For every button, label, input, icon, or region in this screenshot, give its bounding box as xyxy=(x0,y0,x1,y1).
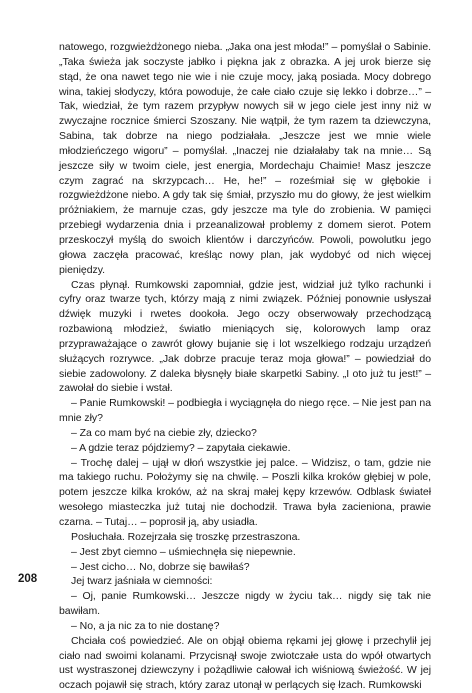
paragraph: – Za co mam być na ciebie zły, dziecko? xyxy=(71,426,257,439)
paragraph: – Jest zbyt ciemno – uśmiechnęła się niepewnie. xyxy=(71,545,296,558)
paragraph: – Trochę dalej – ujął w dłoń wszystkie jej palce. – Widzisz, o tam, gdzie nie ma takiego ruchu. Położymy się na chwilę. – Poszli kilka kroków głębiej w pole, potem jeszcze kilka kroków, aż na skraj małej kępy krzewów. Odblask świateł wesołego miasteczka już tutaj nie dochodził. Trawa była zacieniona, prawie czarna. – Tutaj… – poprosił ją, aby usiadła. xyxy=(59,456,431,528)
paragraph: Czas płynął. Rumkowski zapomniał, gdzie jest, widział już tylko rachunki i cyfry oraz twarze tych, którzy mają z nimi związek. Później ponownie usłyszał dźwięk muzyki i rwetes dookoła. Jego oczy obserwowały przechodzącą rozbawioną młodzież, światło mieniących się, kolorowych lamp oraz przypraważające o zawrót głowy bujanie się i lot wszelkiego rodzaju urządzeń służących rozrywce. „Jak dobrze pracuje teraz moja głowa!” – powiedział do siebie zadowolony. Z daleka błysnęły białe skarpetki Sabiny. „I oto już tu jest!” – zawołał do siebie i wstał. xyxy=(59,278,431,395)
paragraph: – No, a ja nic za to nie dostanę? xyxy=(71,619,220,632)
paragraph: – Oj, panie Rumkowski… Jeszcze nigdy w życiu tak… nigdy się tak nie bawiłam. xyxy=(59,590,431,618)
paragraph: natowego, rozgwieżdżonego nieba. „Jaka ona jest młoda!” – pomyślał o Sabinie. „Taka świeża jak soczyste jabłko i piękna jak z obrazka. A jej urok bierze się stąd, że ona nawet tego nie wie i nie czuje mocy, jaką posiada. Mocy dobrego wina, takiej słodyczy, która powoduje, że całe ciało czuje się lekko i dobrze…” – Tak, wiedział, że tym razem przypływ nowych sił w jego ciele jest inny niż w zwyczajne rocznice śmierci Szoszany. Nie wątpił, że tym razem ta dziewczyna, Sabina, tak dobrze na niego podziałała. „Jeszcze jest we mnie wiele młodzieńczego wigoru” – pomyślał. „Inaczej nie działałaby tak na mnie… Są jeszcze siły w twoim ciele, jest energia, Mordechaju Chaimie! Masz jeszcze czym zagrać na skrzypcach… He, he!” – roześmiał się w głębokie i rozgwieżdżone niebo. A gdy tak się śmiał, przyszło mu do głowy, że jest wielkim próżniakiem, że marnuje czas, gdy jeszcze ma tyle do zrobienia. W pamięci przebiegł wydarzenia dnia i przeanalizował problemy z domem sierot. Potem przeskoczył myślą do swoich klientów i darczyńców. Powoli, powolutku jego głowa zaczęła pracować, kreśląc nowy plan, jak wydobyć od nich więcej pieniędzy. xyxy=(59,41,431,276)
paragraph: Posłuchała. Rozejrzała się troszkę przestraszona. xyxy=(71,530,301,543)
paragraph: – A gdzie teraz pójdziemy? – zapytała ciekawie. xyxy=(71,441,291,454)
paragraph: – Panie Rumkowski! – podbiegła i wyciągnęła do niego ręce. – Nie jest pan na mnie zły? xyxy=(59,397,431,425)
paragraph: Jej twarz jaśniała w ciemności: xyxy=(71,575,213,588)
paragraph: Chciała coś powiedzieć. Ale on objął obiema rękami jej głowę i przechylił jej ciało nad swoimi kolanami. Przycisnął swoje zwiotczałe usta do wpół otwartych ust wystraszonej dziewczyny i pożądliwie całował ich wiśniową świeżość. W jej oczach pojawił się strach, który zaraz utonął w perlących się łzach. Rumkowski xyxy=(59,634,431,692)
paragraph: – Jest cicho… No, dobrze się bawiłaś? xyxy=(71,560,250,573)
body-text xyxy=(59,40,431,693)
page-number: 208 xyxy=(18,573,38,585)
